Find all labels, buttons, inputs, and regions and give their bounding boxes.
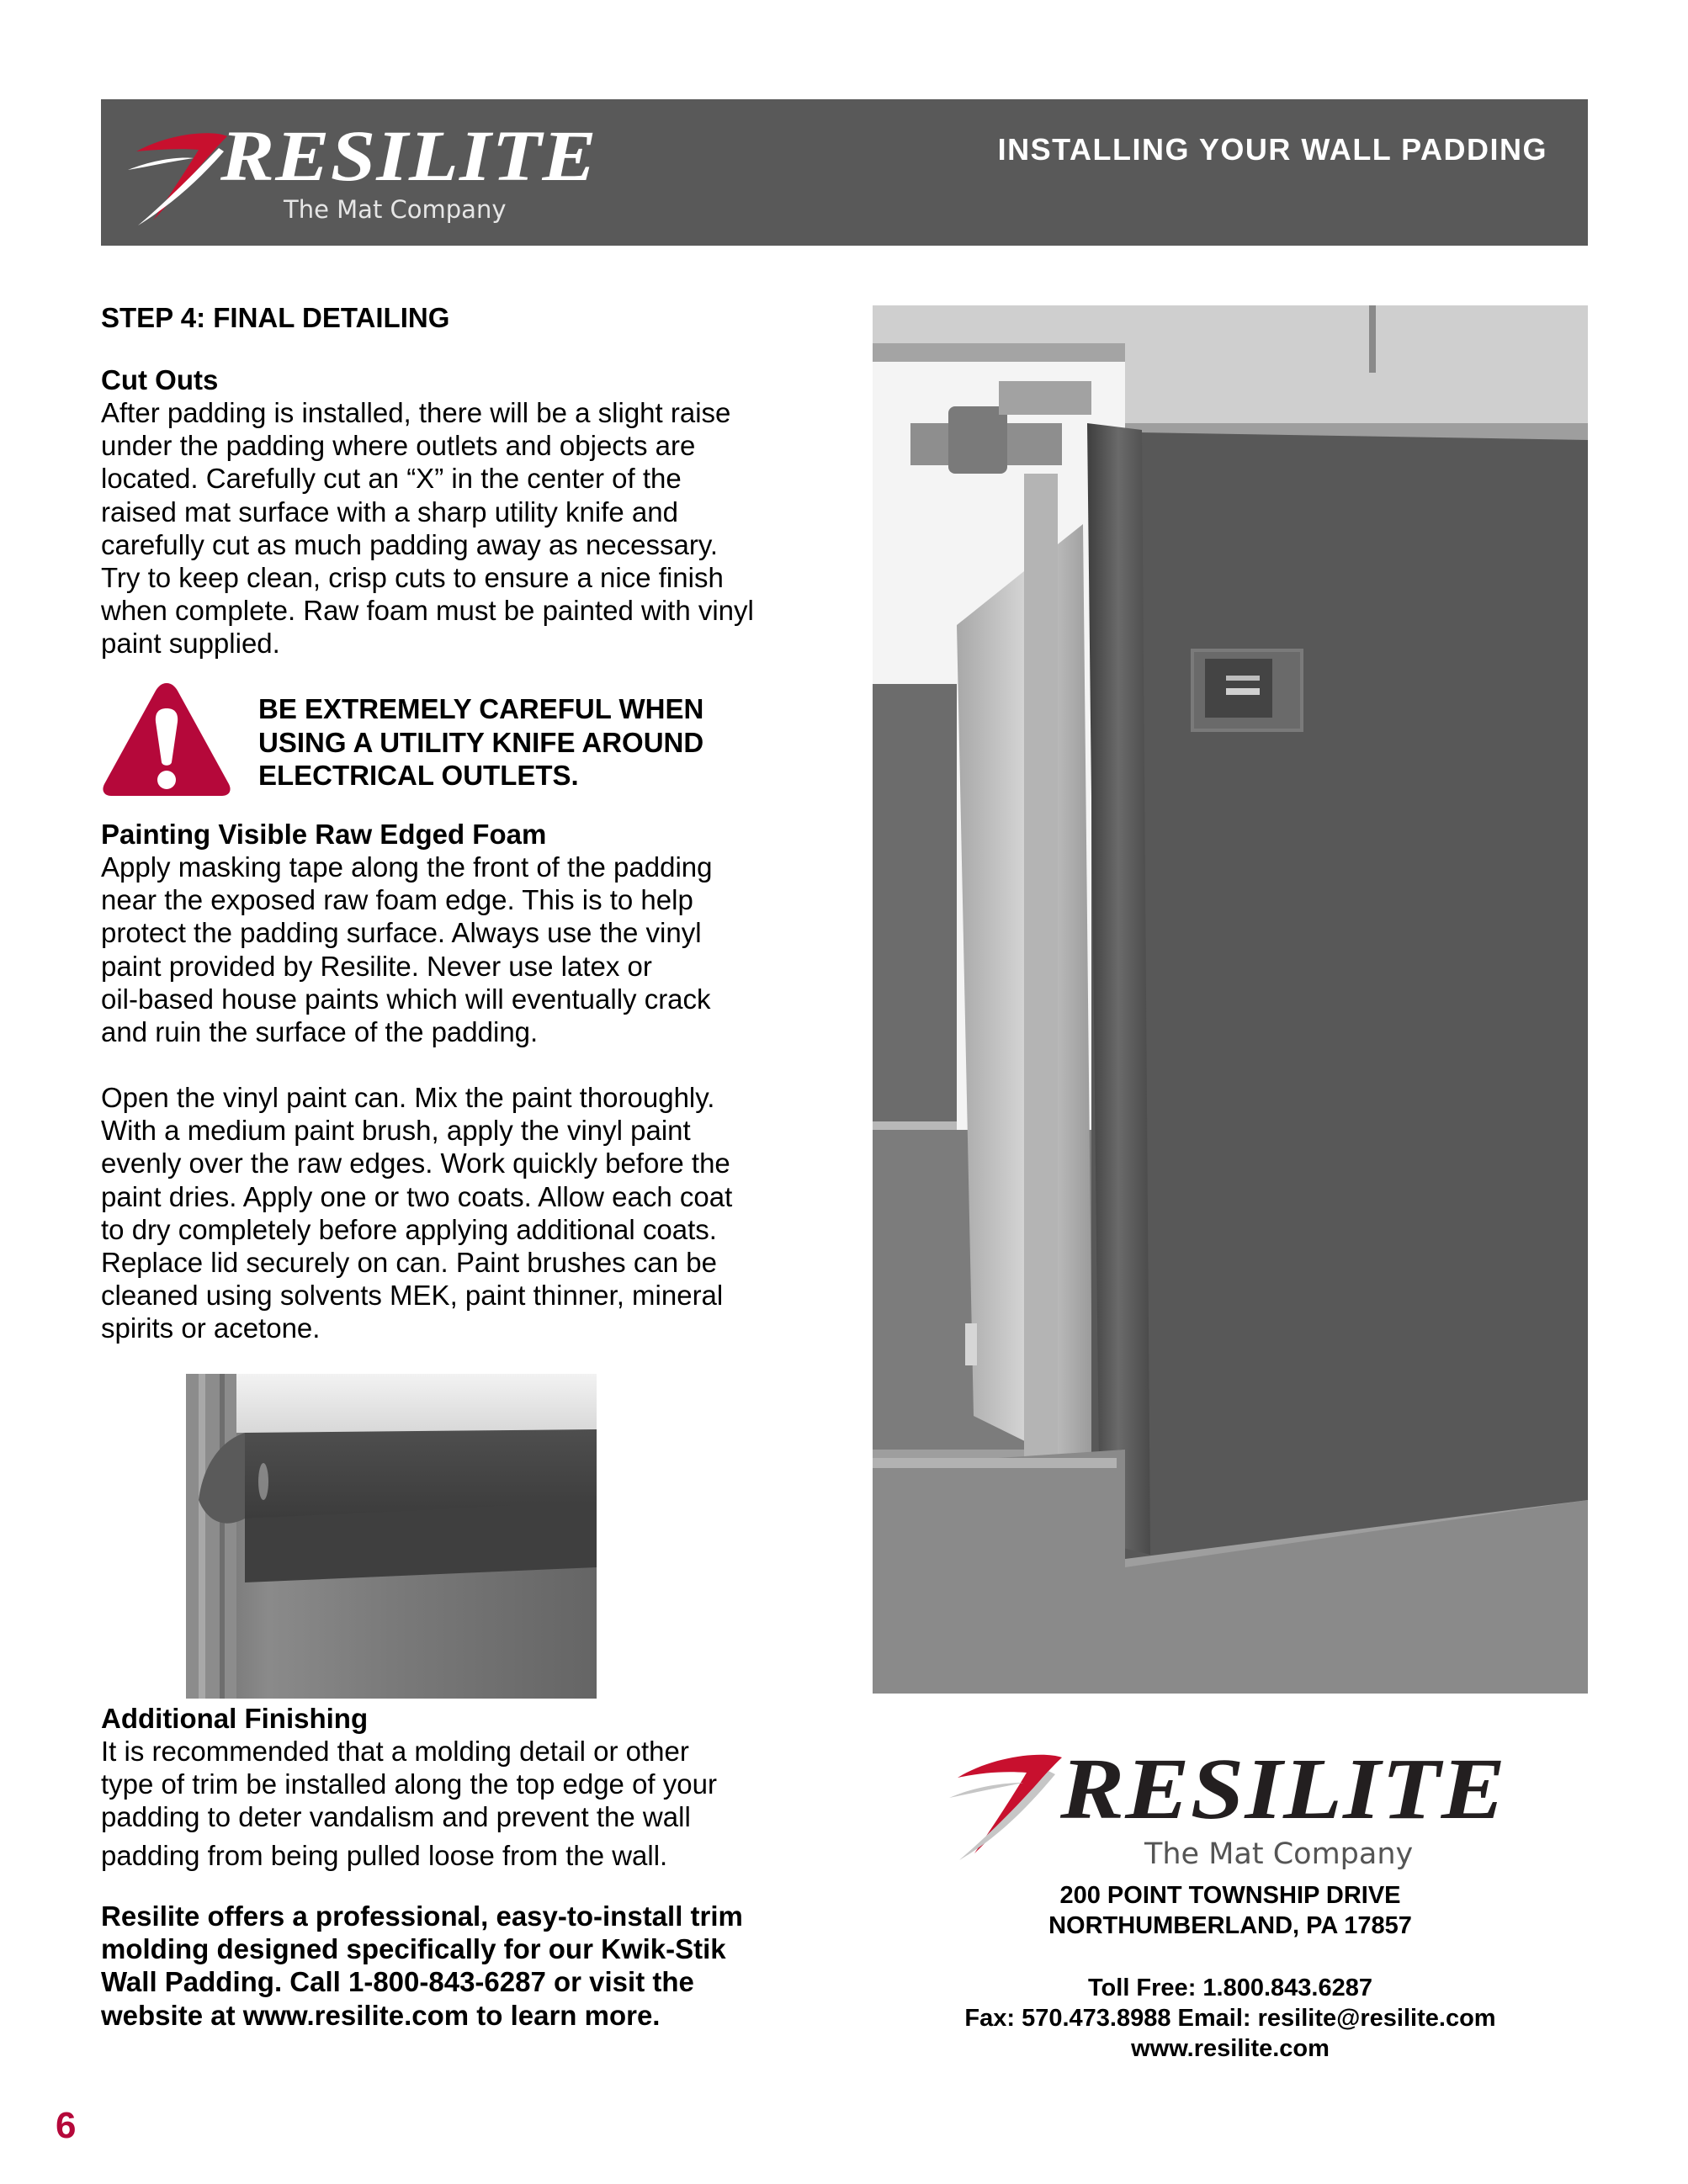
page-title: INSTALLING YOUR WALL PADDING <box>997 132 1547 167</box>
text-line: Resilite offers a professional, easy-to-install trim <box>101 1900 743 1932</box>
warning-line: ELECTRICAL OUTLETS. <box>258 760 579 791</box>
text-line: padding from being pulled loose from the wall. <box>101 1839 668 1871</box>
warning-line: BE EXTREMELY CAREFUL WHEN <box>258 693 704 724</box>
text-line: paint supplied. <box>101 628 280 660</box>
company-address <box>873 1880 1588 1941</box>
wall-padding-photo-image <box>873 305 1588 1694</box>
text-line: Wall Padding. Call 1-800-843-6287 or visit the <box>101 1966 694 1998</box>
text-line: carefully cut as much padding away as necessary. <box>101 528 719 560</box>
warning-line: USING A UTILITY KNIFE AROUND <box>258 726 704 758</box>
painting-paragraph-2 <box>101 1081 841 1345</box>
text-line: website at www.resilite.com to learn more. <box>101 1999 661 2031</box>
logo-tagline: The Mat Company <box>284 195 507 224</box>
logo-tagline: The Mat Company <box>1144 1837 1414 1871</box>
text-line: near the exposed raw foam edge. This is to help <box>101 884 693 916</box>
additional-finishing-paragraph <box>101 1735 841 1872</box>
logo-wordmark: RESILITE <box>220 115 597 196</box>
address-line: 200 POINT TOWNSHIP DRIVE <box>1059 1882 1401 1909</box>
text-line: Apply masking tape along the front of the padding <box>101 851 713 883</box>
text-line: evenly over the raw edges. Work quickly before the <box>101 1148 730 1179</box>
text-line: molding designed specifically for our Kwik-Stik <box>101 1933 726 1965</box>
text-line: and ruin the surface of the padding. <box>101 1016 539 1048</box>
text-line: when complete. Raw foam must be painted with vinyl <box>101 595 754 627</box>
trim-molding-promo <box>101 1900 841 2032</box>
cut-outs-paragraph <box>101 396 841 660</box>
trim-molding-photo <box>186 1374 597 1699</box>
additional-finishing-heading: Additional Finishing <box>101 1703 369 1734</box>
text-line: With a medium paint brush, apply the vinyl paint <box>101 1115 691 1147</box>
text-line: After padding is installed, there will be a slight raise <box>101 397 731 428</box>
fax-email: Fax: 570.473.8988 Email: resilite@resilite.com <box>964 2005 1496 2032</box>
molding-photo-image <box>186 1374 597 1699</box>
page-number: 6 <box>56 2105 77 2146</box>
resilite-logo <box>119 115 597 236</box>
step-heading: STEP 4: FINAL DETAILING <box>101 302 450 333</box>
text-line: type of trim be installed along the top edge of your <box>101 1768 717 1800</box>
text-line: raised mat surface with a sharp utility knife and <box>101 496 678 527</box>
text-line: Try to keep clean, crisp cuts to ensure a nice finish <box>101 562 724 594</box>
text-line: padding to deter vandalism and prevent the wall <box>101 1801 691 1833</box>
cut-outs-heading: Cut Outs <box>101 364 219 395</box>
text-line: It is recommended that a molding detail or other <box>101 1736 689 1767</box>
text-line: under the padding where outlets and objects are <box>101 430 696 462</box>
text-line: oil-based house paints which will eventually crack <box>101 983 711 1015</box>
text-line: protect the padding surface. Always use the vinyl <box>101 917 702 949</box>
contact-info <box>873 1973 1588 2064</box>
text-line: cleaned using solvents MEK, paint thinner, mineral <box>101 1280 724 1312</box>
website-link[interactable]: www.resilite.com <box>1131 2035 1330 2062</box>
text-line: paint provided by Resilite. Never use latex or <box>101 950 652 982</box>
painting-heading: Painting Visible Raw Edged Foam <box>101 819 547 850</box>
text-line: located. Carefully cut an “X” in the center of the <box>101 463 682 495</box>
text-line: to dry completely before applying additional coats. <box>101 1213 717 1245</box>
page-header <box>101 99 1588 246</box>
painting-paragraph-1 <box>101 851 841 1048</box>
wall-padding-photo <box>873 305 1588 1694</box>
footer-resilite-logo <box>942 1741 1515 1889</box>
toll-free-number: Toll Free: 1.800.843.6287 <box>1087 1975 1372 2001</box>
address-line: NORTHUMBERLAND, PA 17857 <box>1048 1912 1412 1939</box>
text-line: Replace lid securely on can. Paint brushes can be <box>101 1247 717 1279</box>
text-line: spirits or acetone. <box>101 1312 321 1344</box>
text-line: paint dries. Apply one or two coats. Allow each coat <box>101 1180 733 1212</box>
logo-wordmark: RESILITE <box>1060 1741 1507 1837</box>
warning-message <box>258 692 847 792</box>
text-line: Open the vinyl paint can. Mix the paint thoroughly. <box>101 1082 715 1113</box>
warning-triangle-icon <box>99 678 234 800</box>
swoosh-logo-icon <box>942 1746 1069 1863</box>
swoosh-logo-icon <box>119 118 237 236</box>
